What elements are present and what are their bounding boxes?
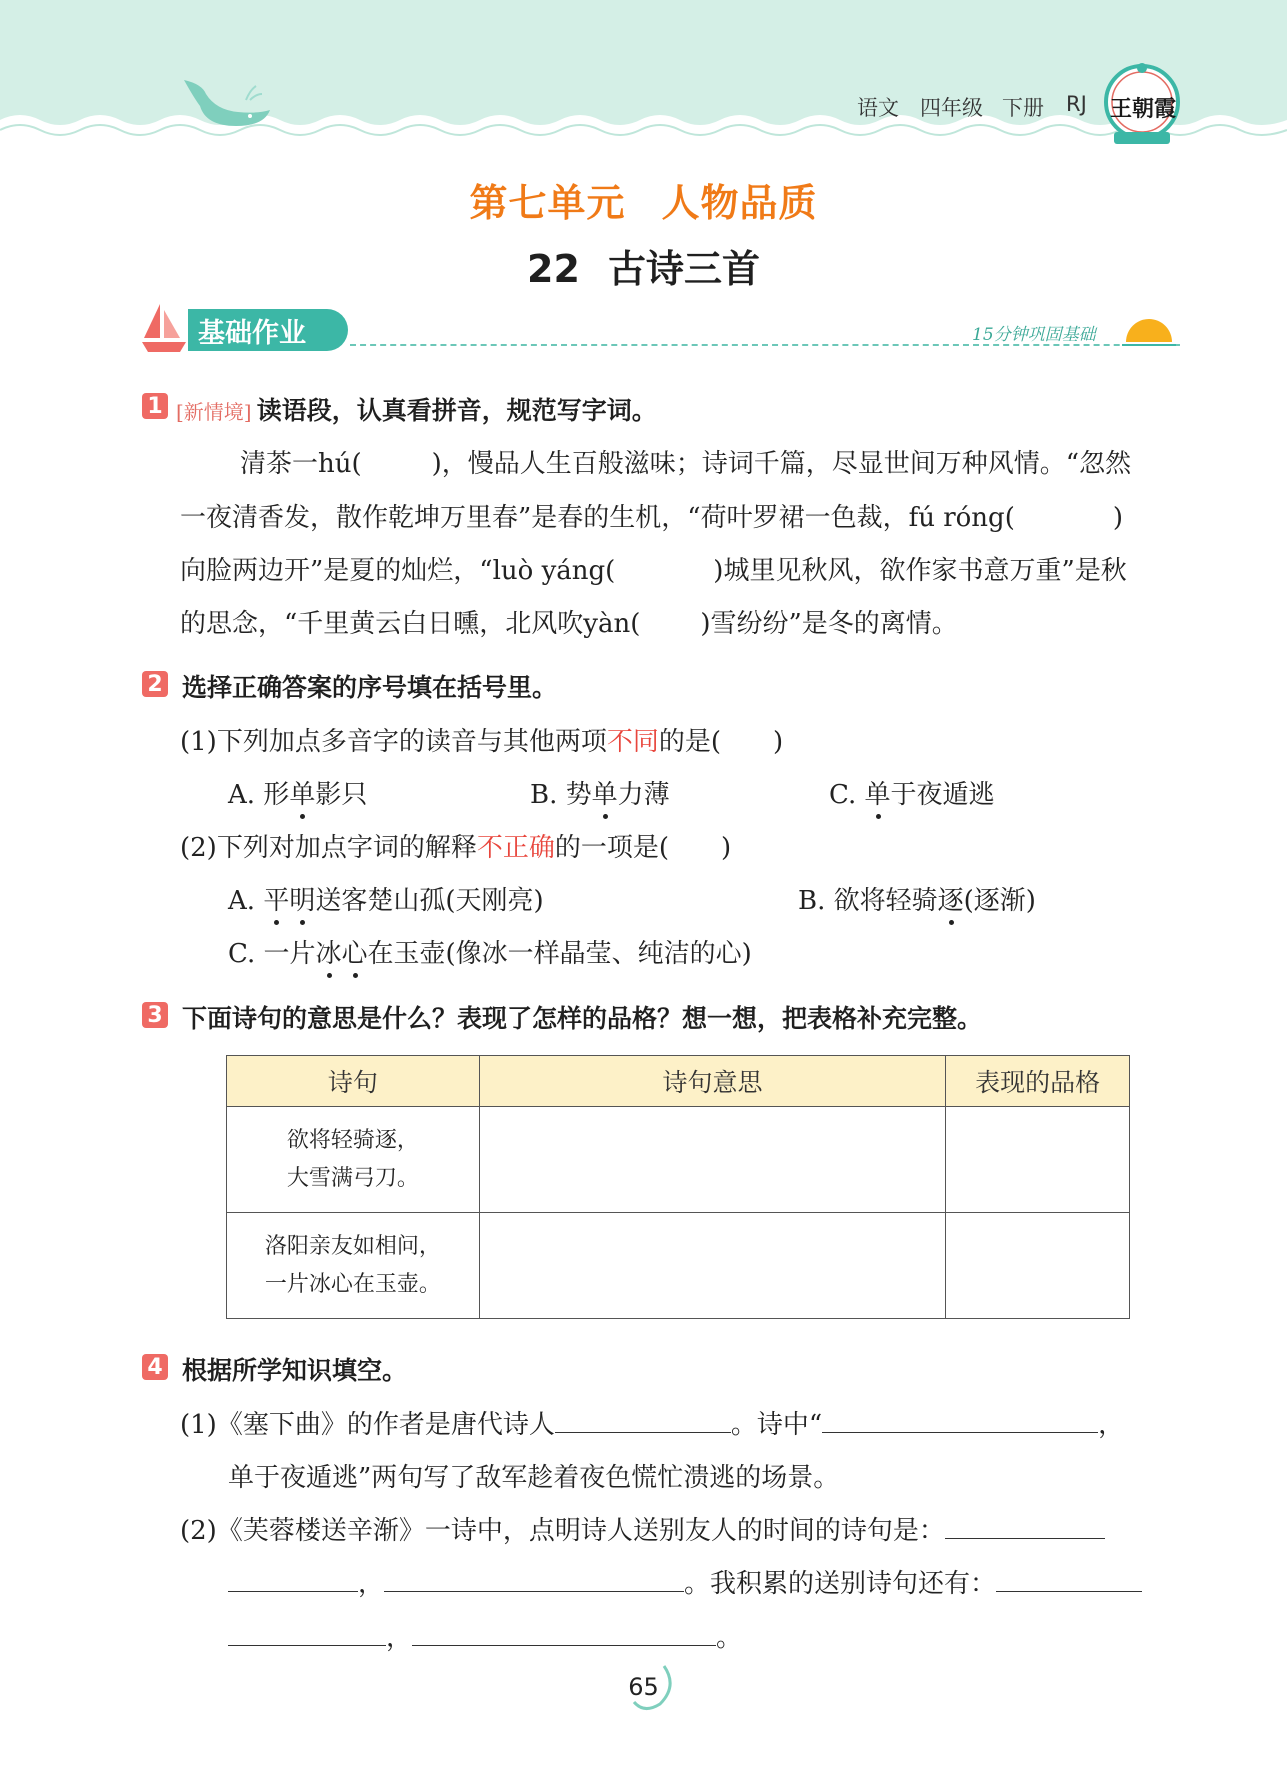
option-a[interactable] bbox=[228, 774, 367, 811]
passage-text: 清茶一hú( bbox=[240, 449, 362, 479]
fill-text: ， bbox=[386, 1623, 413, 1653]
poem-line: 洛阳亲友如相问， bbox=[264, 1233, 441, 1259]
dotted-char: 单 bbox=[864, 780, 891, 810]
whale-icon bbox=[176, 76, 276, 134]
fill-text: 单于夜遁逃”两句写了敌军趁着夜色慌忙溃逃的场景。 bbox=[228, 1463, 840, 1493]
poem-line: 欲将轻骑逐， bbox=[286, 1127, 419, 1153]
question-text: 下面诗句的意思是什么？表现了怎样的品格？想一想，把表格补充完整。 bbox=[182, 1004, 983, 1033]
sailboat-icon bbox=[140, 302, 188, 354]
poem-line: 大雪满弓刀。 bbox=[286, 1165, 419, 1191]
answer-blank[interactable] bbox=[945, 1514, 1105, 1539]
dotted-char: 单 bbox=[591, 780, 618, 810]
question-text: 选择正确答案的序号填在括号里。 bbox=[182, 673, 558, 702]
sunset-icon bbox=[1122, 314, 1176, 350]
table-row bbox=[227, 1213, 1130, 1319]
answer-blank[interactable] bbox=[412, 1621, 716, 1646]
section-time-note: 15分钟巩固基础 bbox=[972, 325, 1096, 345]
option-text: 影只 bbox=[315, 780, 368, 810]
question-number: 4 bbox=[142, 1354, 168, 1380]
option-text: 于夜遁逃 bbox=[890, 780, 995, 810]
table-header-row bbox=[227, 1056, 1130, 1107]
fill-text: 。 bbox=[716, 1623, 743, 1653]
subject-label: 语文 bbox=[857, 96, 899, 120]
question-number: 2 bbox=[142, 671, 168, 697]
option-text: C. bbox=[829, 780, 865, 810]
fill-text: 。诗中“ bbox=[730, 1410, 823, 1440]
option-a[interactable] bbox=[228, 880, 544, 917]
grade-label: 四年级 bbox=[920, 96, 983, 120]
fill-text: (2)《芙蓉楼送辛渐》一诗中，点明诗人送别友人的时间的诗句是： bbox=[180, 1516, 945, 1546]
answer-blank[interactable] bbox=[228, 1567, 358, 1592]
fill-text: (1)《塞下曲》的作者是唐代诗人 bbox=[180, 1410, 555, 1440]
option-b[interactable] bbox=[798, 880, 1036, 917]
fill-line bbox=[228, 1457, 839, 1494]
edition-label: RJ bbox=[1066, 92, 1087, 116]
sub-question-text: (2)下列对加点字词的解释 bbox=[180, 833, 477, 863]
question-1-title bbox=[176, 391, 657, 427]
poem-cell bbox=[227, 1213, 480, 1319]
question-number: 1 bbox=[142, 393, 168, 419]
question-text: 读语段，认真看拼音，规范写字词。 bbox=[256, 396, 657, 425]
lesson-name: 古诗三首 bbox=[607, 247, 760, 291]
answer-blank[interactable] bbox=[384, 1567, 684, 1592]
answer-paren[interactable]: 的一项是( ) bbox=[554, 833, 732, 863]
lesson-title bbox=[0, 238, 1287, 293]
volume-label: 下册 bbox=[1002, 96, 1044, 120]
brand-seal-text: 王朝霞 bbox=[1109, 96, 1176, 122]
option-text: B. 欲将轻骑 bbox=[798, 886, 938, 916]
option-text: A. bbox=[228, 886, 264, 916]
option-text: 力薄 bbox=[617, 780, 670, 810]
poem-line: 一片冰心在玉壶。 bbox=[264, 1271, 441, 1297]
fill-line bbox=[180, 1510, 1105, 1547]
passage-text: ) bbox=[1112, 503, 1123, 533]
fill-text: 。我积累的送别诗句还有： bbox=[684, 1569, 997, 1599]
passage-text: )雪纷纷”是冬的离情。 bbox=[700, 609, 958, 639]
dotted-char: 心 bbox=[341, 939, 368, 969]
passage-line bbox=[180, 497, 1123, 534]
passage-text: )城里见秋风，欲作家书意万重”是秋 bbox=[713, 556, 1127, 586]
answer-table bbox=[226, 1055, 1130, 1319]
option-text: (逐渐) bbox=[963, 886, 1036, 916]
option-c[interactable] bbox=[829, 774, 995, 811]
fill-text: ， bbox=[358, 1569, 385, 1599]
answer-blank[interactable] bbox=[555, 1408, 731, 1433]
answer-blank[interactable] bbox=[822, 1408, 1098, 1433]
lesson-number: 22 bbox=[527, 247, 580, 291]
unit-number: 第七单元 bbox=[469, 181, 626, 225]
answer-blank[interactable] bbox=[996, 1567, 1142, 1592]
option-text: 送客楚山孤(天刚亮) bbox=[315, 886, 544, 916]
table-header: 诗句意思 bbox=[479, 1056, 945, 1107]
passage-text: 向脸两边开”是夏的灿烂，“luò yáng( bbox=[180, 556, 616, 586]
answer-blank[interactable] bbox=[228, 1621, 386, 1646]
emphasis-text: 不同 bbox=[606, 727, 659, 757]
quality-answer-cell[interactable] bbox=[946, 1213, 1130, 1319]
question-tag: [新情境] bbox=[176, 400, 252, 424]
option-c[interactable] bbox=[228, 933, 752, 970]
dotted-char: 冰 bbox=[315, 939, 342, 969]
meaning-answer-cell[interactable] bbox=[479, 1107, 945, 1213]
fill-line bbox=[228, 1563, 1142, 1600]
passage-text: )，慢品人生百般滋味；诗词千篇，尽显世间万种风情。“忽然 bbox=[431, 449, 1132, 479]
unit-title bbox=[0, 172, 1287, 227]
unit-theme: 人物品质 bbox=[661, 181, 818, 225]
question-text: 根据所学知识填空。 bbox=[182, 1356, 408, 1385]
emphasis-text: 不正确 bbox=[476, 833, 555, 863]
dotted-char: 逐 bbox=[937, 886, 964, 916]
table-header: 表现的品格 bbox=[946, 1056, 1130, 1107]
poem-cell bbox=[227, 1107, 480, 1213]
table-header: 诗句 bbox=[227, 1056, 480, 1107]
meaning-answer-cell[interactable] bbox=[479, 1213, 945, 1319]
question-number: 3 bbox=[142, 1002, 168, 1028]
passage-line bbox=[180, 550, 1127, 587]
option-text: 在玉壶(像冰一样晶莹、纯洁的心) bbox=[367, 939, 752, 969]
dotted-char: 明 bbox=[289, 886, 316, 916]
fill-line bbox=[180, 1404, 1124, 1441]
passage-text: 的思念，“千里黄云白日曛，北风吹yàn( bbox=[180, 609, 641, 639]
answer-paren[interactable]: 的是( ) bbox=[658, 727, 784, 757]
sub-question-text: (1)下列加点多音字的读音与其他两项 bbox=[180, 727, 607, 757]
option-text: B. 势 bbox=[530, 780, 592, 810]
page-number: 65 bbox=[628, 1673, 659, 1701]
passage-text: 一夜清香发，散作乾坤万里春”是春的生机，“荷叶罗裙一色裁，fú róng( bbox=[180, 503, 1015, 533]
passage-line bbox=[180, 603, 958, 640]
option-text: A. 形 bbox=[228, 780, 290, 810]
fill-line bbox=[228, 1617, 742, 1654]
dotted-char: 平 bbox=[263, 886, 290, 916]
option-b[interactable] bbox=[530, 774, 670, 811]
sub-question bbox=[180, 721, 783, 758]
option-text: C. 一片 bbox=[228, 939, 316, 969]
sub-question bbox=[180, 827, 731, 864]
fill-text: ， bbox=[1098, 1410, 1125, 1440]
passage-line bbox=[240, 443, 1131, 480]
section-label: 基础作业 bbox=[198, 318, 306, 349]
quality-answer-cell[interactable] bbox=[946, 1107, 1130, 1213]
table-row bbox=[227, 1107, 1130, 1213]
dotted-char: 单 bbox=[289, 780, 316, 810]
